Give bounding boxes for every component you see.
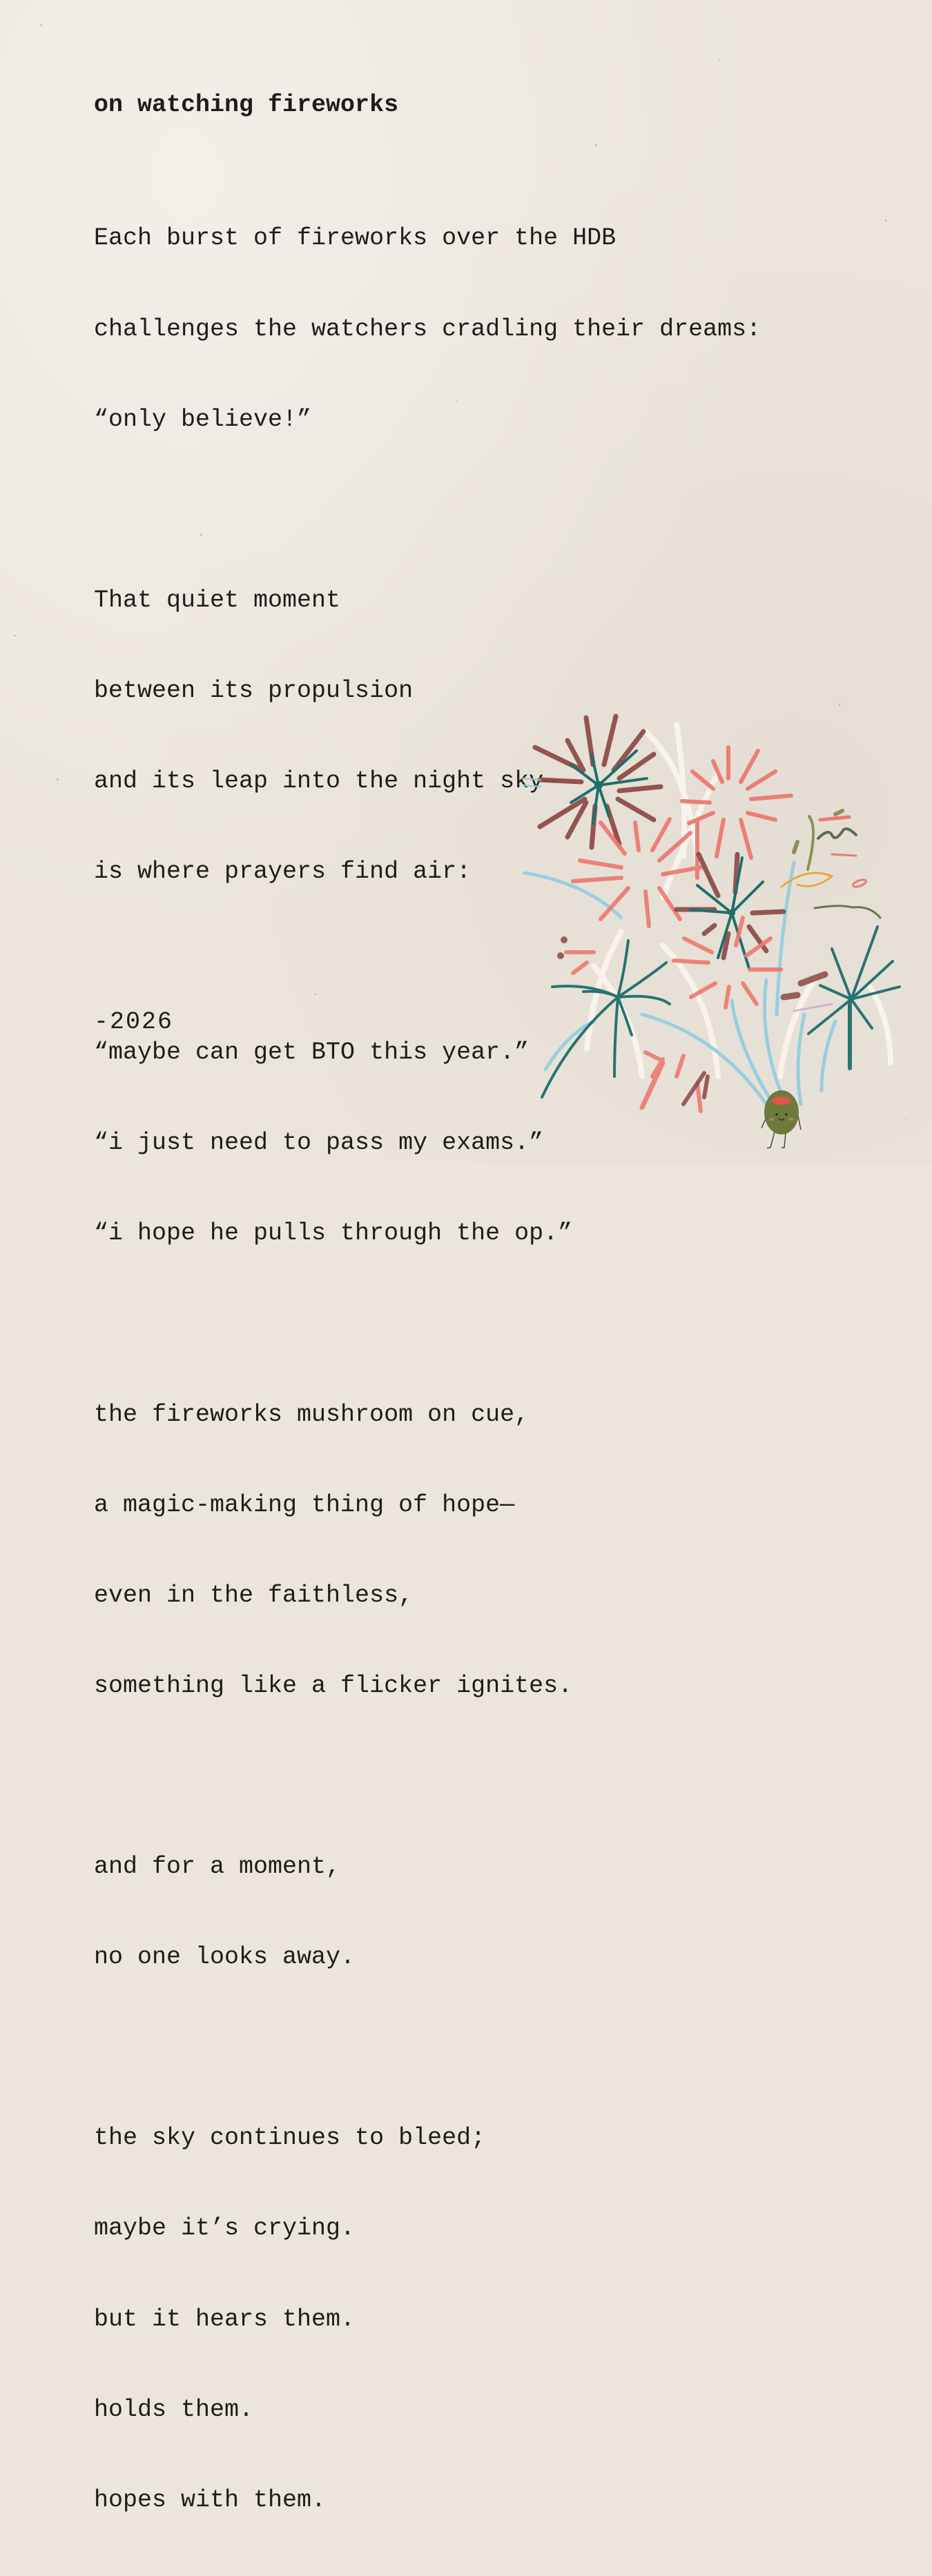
poem-line: Each burst of fireworks over the HDB bbox=[94, 224, 617, 253]
poem-line: hopes with them. bbox=[94, 2486, 327, 2514]
stanza-break bbox=[94, 495, 761, 526]
poem-line: a magic-making thing of hope— bbox=[94, 1491, 515, 1519]
poem-title: on watching fireworks bbox=[94, 91, 399, 119]
poem-line: is where prayers find air: bbox=[94, 858, 472, 886]
poem-line: maybe it’s crying. bbox=[94, 2214, 356, 2243]
poem-signature-year: -2026 bbox=[94, 1008, 174, 1036]
poem-line: and its leap into the night sky— bbox=[94, 767, 559, 795]
poem-line: the sky continues to bleed; bbox=[94, 2124, 486, 2152]
poem-line: even in the faithless, bbox=[94, 1581, 414, 1609]
poem-line: “i hope he pulls through the op.” bbox=[94, 1219, 573, 1248]
poem-line: but it hears them. bbox=[94, 2305, 356, 2333]
poem-line: “only believe!” bbox=[94, 405, 312, 433]
poem-line: no one looks away. bbox=[94, 1943, 356, 1972]
stanza-break bbox=[94, 2033, 761, 2063]
poem-line: “maybe can get BTO this year.” bbox=[94, 1039, 530, 1067]
poem-line: something like a flicker ignites. bbox=[94, 1671, 573, 1700]
poem-line: That quiet moment bbox=[94, 586, 341, 614]
stanza-break bbox=[94, 947, 761, 978]
poem-line: “i just need to pass my exams.” bbox=[94, 1129, 544, 1157]
poem-body bbox=[94, 164, 761, 2576]
poem-line: between its propulsion bbox=[94, 676, 414, 705]
poem-line: challenges the watchers cradling their dreams: bbox=[94, 315, 761, 343]
poem-line: the fireworks mushroom on cue, bbox=[94, 1400, 530, 1428]
stanza-break bbox=[94, 1762, 761, 1792]
poem-line: holds them. bbox=[94, 2395, 254, 2423]
poem-line: and for a moment, bbox=[94, 1853, 341, 1881]
stanza-break bbox=[94, 1310, 761, 1340]
